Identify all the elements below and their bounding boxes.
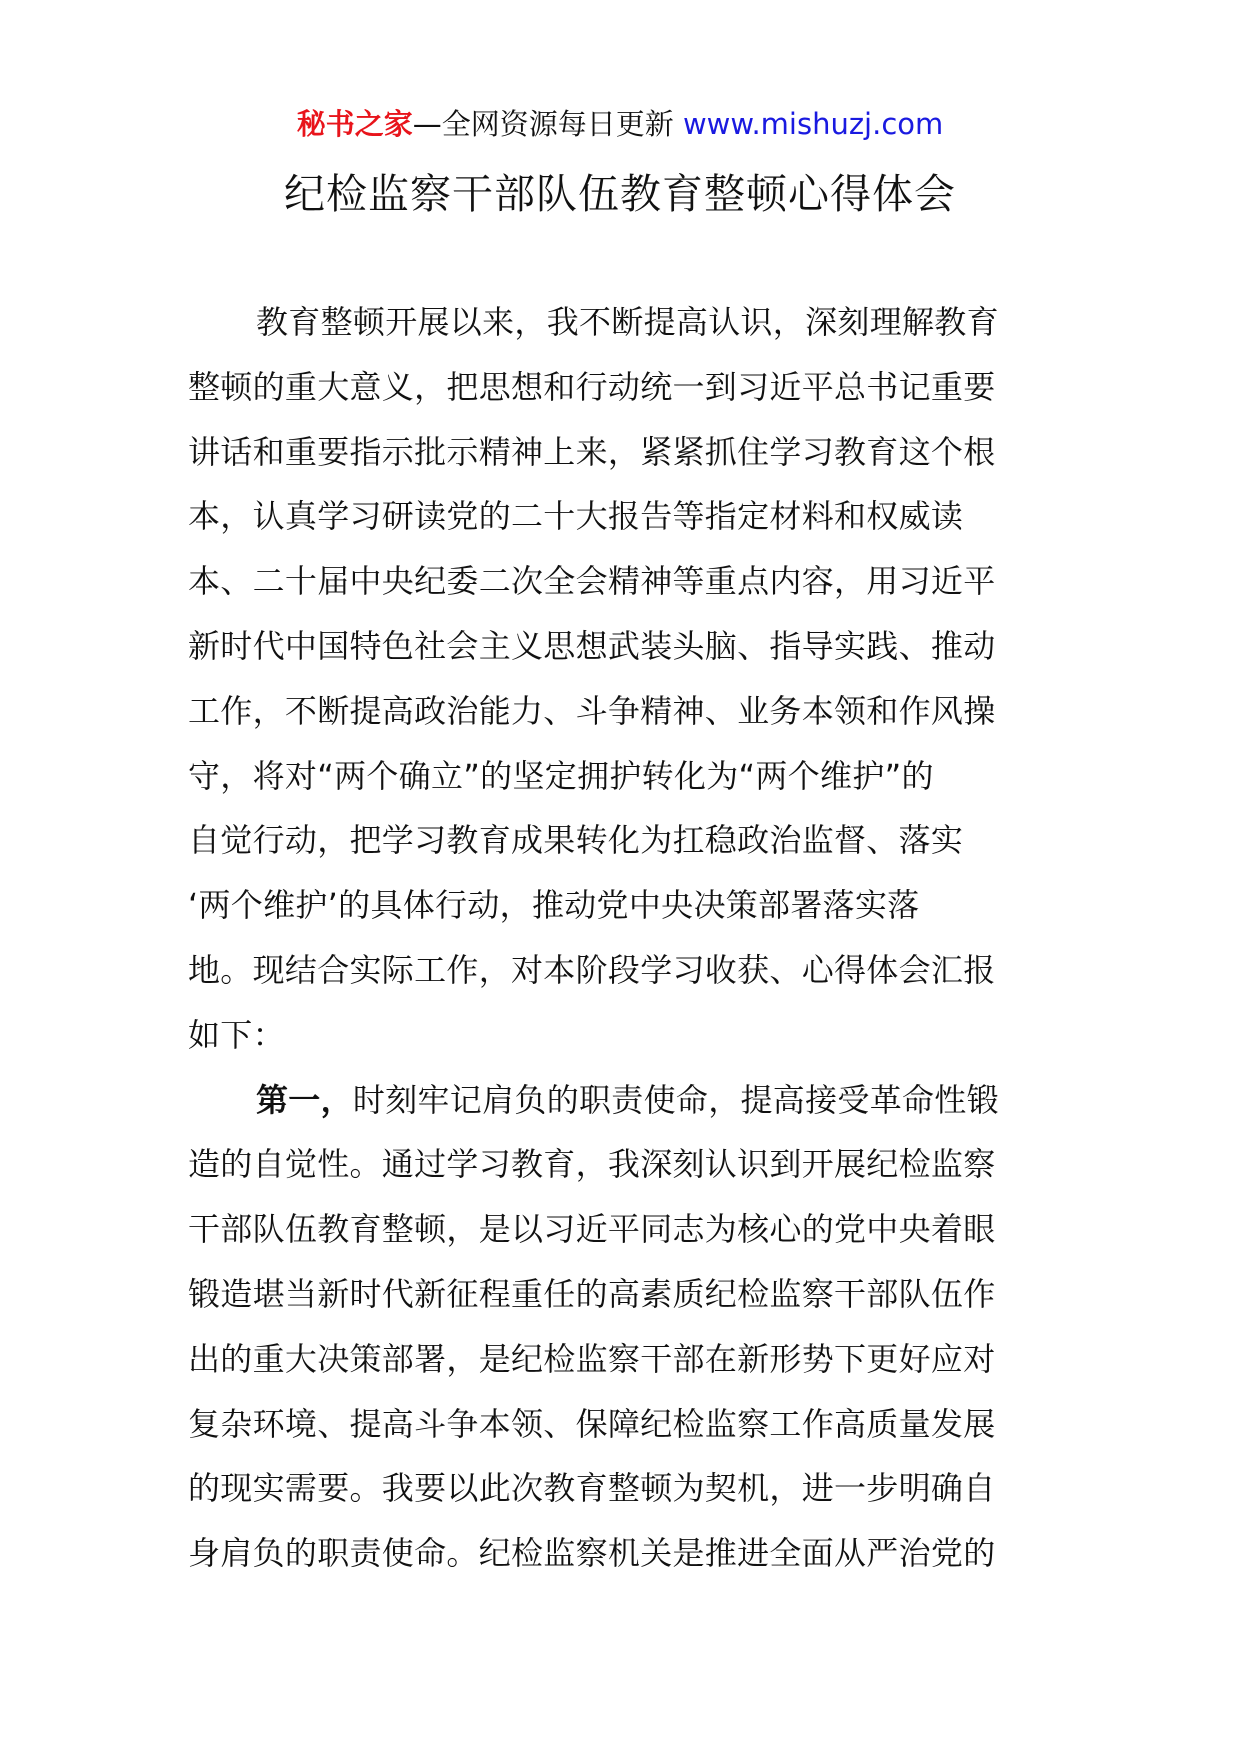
section-lead-text: 时刻牢记肩负的职责使命，提高接受革命性锻 [352, 1080, 999, 1119]
paragraph-line: 身肩负的职责使命。纪检监察机关是推进全面从严治党的 [188, 1534, 996, 1573]
section-lead: 第一， [256, 1080, 353, 1119]
paragraph-line: ‘两个维护’的具体行动，推动党中央决策部署落实落 [188, 886, 920, 925]
site-tagline: —全网资源每日更新 [412, 107, 683, 141]
site-brand: 秘书之家 [296, 107, 413, 141]
paragraph-line: 的现实需要。我要以此次教育整顿为契机，进一步明确自 [188, 1469, 996, 1508]
site-url-link[interactable]: www.mishuzj.com [682, 107, 944, 141]
paragraph-line: 自觉行动，把学习教育成果转化为扛稳政治监督、落实 [188, 821, 964, 860]
paragraph-line: 守，将对“两个确立”的坚定拥护转化为“两个维护”的 [188, 756, 934, 795]
paragraph-line: 新时代中国特色社会主义思想武装头脑、指导实践、推动 [188, 626, 996, 665]
paragraph-heading-line [188, 1068, 1052, 1133]
paragraph-line: 本，认真学习研读党的二十大报告等指定材料和权威读 [188, 497, 964, 536]
paragraph-line: 出的重大决策部署，是纪检监察干部在新形势下更好应对 [188, 1339, 996, 1378]
paragraph-line: 地。现结合实际工作，对本阶段学习收获、心得体会汇报 [188, 950, 996, 989]
paragraph-line: 干部队伍教育整顿，是以习近平同志为核心的党中央着眼 [188, 1210, 996, 1249]
document-title: 纪检监察干部队伍教育整顿心得体会 [284, 170, 956, 218]
paragraph-line: 如下： [188, 1015, 285, 1054]
paragraph-line: 整顿的重大意义，把思想和行动统一到习近平总书记重要 [188, 367, 996, 406]
paragraph-line: 讲话和重要指示批示精神上来，紧紧抓住学习教育这个根 [188, 432, 996, 471]
document-body [188, 290, 1052, 1586]
paragraph-line: 锻造堪当新时代新征程重任的高素质纪检监察干部队伍作 [188, 1274, 996, 1313]
paragraph-line: 工作，不断提高政治能力、斗争精神、业务本领和作风操 [188, 691, 996, 730]
paragraph-line: 教育整顿开展以来，我不断提高认识，深刻理解教育 [256, 303, 999, 341]
site-header [0, 102, 1240, 146]
paragraph-line: 造的自觉性。通过学习教育，我深刻认识到开展纪检监察 [188, 1145, 996, 1184]
paragraph-line: 复杂环境、提高斗争本领、保障纪检监察工作高质量发展 [188, 1404, 996, 1443]
paragraph-line: 本、二十届中央纪委二次全会精神等重点内容，用习近平 [188, 562, 996, 601]
